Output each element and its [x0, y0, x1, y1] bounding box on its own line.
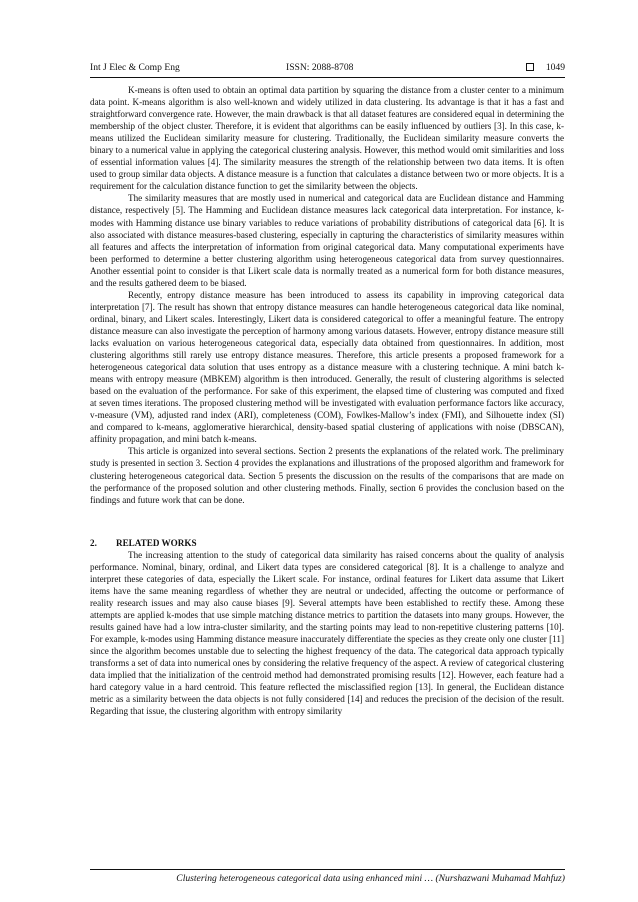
section-spacer [90, 506, 564, 537]
issn: ISSN: 2088-8708 [286, 62, 354, 73]
section-number: 2. [90, 537, 97, 548]
paragraph: The increasing attention to the study of categorical data similarity has raised concerns about the quality of analysis performance. Nominal, binary, ordinal, and Likert data types are considered categorical [8]. It is a challenge to analyze and interpret these categories of data, especially the Likert scale. For instance, ordinal features for Likert data assume that Likert items have the same meaning regardless of whether they are neutral or undecided, affecting the outcome or performance of reality research issues and may also cause biases [9]. Several attempts have been established to rectify these. Among these attempts are applied k-modes that use simple matching distance metrics to partition the datasets into many groups. However, the results gained have had a low intra-cluster similarity, and the starting points may lead to non-repetitive clustering patterns [10]. For example, k-modes using Hamming distance measure inaccurately differentiate the species as they create only one cluster [11] since the algorithm becomes unstable due to selecting the highest frequency of the data. The categorical data approach typically transforms a set of data into numerical ones by considering the relative frequency of the aspect. A review of categorical clustering data implied that the initialization of the centroid method had demonstrated promising results [12]. However, each feature had a hard category value in a hard centroid. This feature reflected the misclassified region [13]. In general, the Euclidean distance metric as a similarity between the data objects is not fully considered [14] and reduces the precision of the decision of the result. Regarding that issue, the clustering algorithm with entropy similarity [90, 549, 564, 717]
checkbox-square-icon [526, 63, 534, 71]
footer-rule [90, 869, 565, 870]
article-body [90, 84, 564, 717]
paragraph: Recently, entropy distance measure has been introduced to assess its capability in improving categorical data interpretation [7]. The result has shown that entropy distance measures can handle heterogeneous categorical data like nominal, ordinal, binary, and Likert scales. Interestingly, Likert data is considered categorical to offer a meaningful feature. The entropy distance measure can also investigate the perception of harmony among various datasets. However, entropy distance measure still lacks evaluation on various heterogeneous categorical data, especially data obtained from questionnaires. In addition, most clustering algorithms still rarely use entropy distance measures. Therefore, this article presents a proposed framework for a heterogeneous categorical data solution that uses entropy as a distance measure with a clustering technique. A mini batch k-means with entropy measure (MBKEM) algorithm is then introduced. Generally, the result of clustering algorithms is selected based on the evaluation of the performance. For sake of this experiment, the elapsed time of clustering was computed and fixed at seven times iterations. The proposed clustering method will be investigated with evaluation performance factors like accuracy, v-measure (VM), adjusted rand index (ARI), completeness (COM), Fowlkes-Mallow’s index (FMI), and Silhouette index (SI) and compared to k-means, agglomerative hierarchical, density-based spatial clustering of applications with noise (DBSCAN), affinity propagation, and mini batch k-means. [90, 289, 564, 445]
section-heading [90, 537, 564, 549]
paragraph: K-means is often used to obtain an optimal data partition by squaring the distance from a cluster center to a minimum data point. K-means algorithm is also well-known and widely utilized in data clustering. Its advantage is that it has a fast and straightforward convergence rate. However, the main drawback is that all dataset features are considered equal in determining the membership of the object cluster. Therefore, it is evident that algorithms can be easily influenced by outliers [3]. In this case, k-means utilized the Euclidean similarity measure for clustering. Traditionally, the Euclidean similarity measure converts the binary to a numerical value in applying the categorical clustering analysis. However, this method would omit similarities and loss of essential information values [4]. The similarity measures the strength of the relationship between two data items. It is often used to group similar data objects. A distance measure is a function that calculates a distance between two or more objects. It is a requirement for the calculation distance function to get the similarity between the objects. [90, 85, 564, 192]
running-footer: Clustering heterogeneous categorical data using enhanced mini … (Nurshazwani Muhamad Mahfuz) [176, 873, 565, 884]
header-rule [90, 77, 565, 78]
journal-name: Int J Elec & Comp Eng [90, 62, 180, 73]
paragraph: The similarity measures that are mostly used in numerical and categorical data are Euclidean distance and Hamming distance, respectively [5]. The Hamming and Euclidean distance measures lack categorical data interpretation. For instance, k-modes with Hamming distance use binary variables to reduce variations of probability distributions of categorical data [6]. It is also associated with distance measures-based clustering, especially in capturing the characteristics of similarity measures within all features and affects the interpretation of information from original categorical data. Many computational experiments have been performed to determine a better clustering algorithm using heterogeneous categorical data from survey questionnaires. Another essential point to consider is that Likert scale data is normally treated as a numerical form for both distance measures, and the results gathered deem to be biased. [90, 193, 564, 288]
page-number: 1049 [545, 62, 565, 73]
page-number-group [526, 61, 565, 75]
page-header [90, 61, 565, 75]
section-title: RELATED WORKS [116, 537, 197, 548]
paragraph: This article is organized into several sections. Section 2 presents the explanations of the related work. The preliminary study is presented in section 3. Section 4 provides the explanations and illustrations of the proposed algorithm and framework for clustering heterogeneous categorical data. Section 5 presents the discussion on the results of the comparisons that are made on the performance of the proposed solution and other clustering methods. Finally, section 6 provides the conclusion based on the findings and future work that can be done. [90, 446, 564, 505]
